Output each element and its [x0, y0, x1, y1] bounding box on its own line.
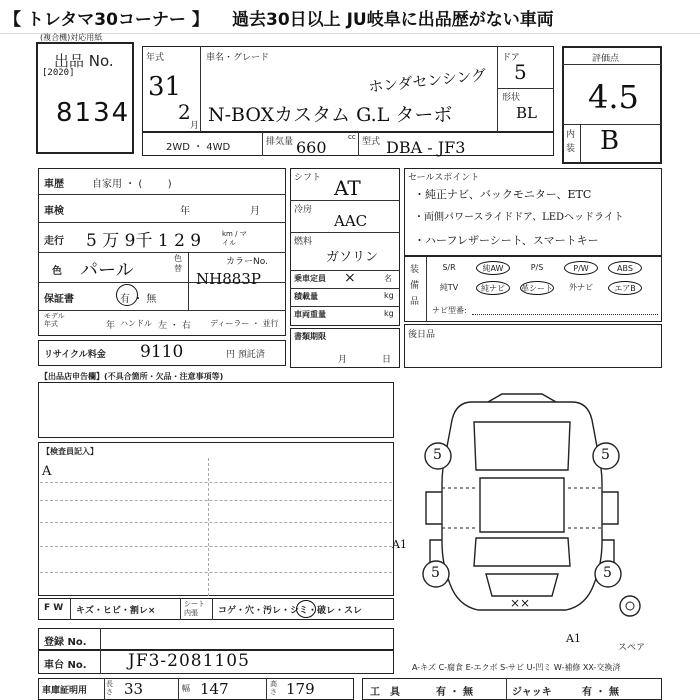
capacity-unit: 名 [384, 274, 392, 283]
tire-value-rear-left: 5 [431, 565, 440, 581]
model-label: 型式 [362, 137, 381, 147]
warranty-label: 保証書 [44, 294, 74, 305]
fw-options: キズ・ヒビ・割レ× [76, 606, 156, 616]
car-damage-diagram [402, 388, 642, 628]
load-unit: kg [384, 291, 394, 300]
selling-point-line-3: ・ハーフレザーシート、スマートキー [414, 234, 599, 247]
month-value: 2 [178, 100, 191, 124]
drive-label: 2WD ・ 4WD [166, 142, 231, 153]
equipment-option: 純AW [476, 261, 510, 275]
weight-label: 車両重量 [294, 310, 326, 319]
later-items-box [404, 324, 662, 368]
width-label: 幅 [182, 684, 190, 693]
shape-value: BL [516, 104, 537, 122]
tire-value-front-right: 5 [601, 447, 610, 463]
form-subnote: (複合機)対応用紙 [40, 33, 103, 42]
lot-box [36, 42, 134, 154]
chassis-value: JF3-2081105 [128, 651, 250, 671]
mark-a1-bottom: A1 [566, 632, 581, 645]
recycle-unit: 円 預託済 [226, 350, 265, 360]
lot-label: 出品 No. [54, 52, 114, 70]
dealer-label: ディーラー ・ 並行 [210, 319, 279, 328]
seat-label: シート内張 [184, 600, 205, 617]
inspector-label: 【検査員記入】 [42, 447, 98, 456]
shift-value: AT [334, 176, 361, 200]
color-code-value: NH883P [196, 270, 261, 288]
seat-options: コゲ・穴・汚レ・シミ・破レ・スレ [218, 606, 363, 616]
model-year-suffix: 年 [106, 321, 116, 331]
model-value: DBA - JF3 [386, 138, 466, 157]
equipment-option: S/R [442, 263, 456, 272]
doors-value: 5 [514, 60, 527, 84]
tools-label: 工 具 [370, 687, 400, 698]
car-name: N-BOXカスタム G.L ターボ [208, 104, 453, 126]
length-label: 長さ [106, 680, 113, 696]
recycle-value: 9110 [140, 342, 184, 362]
year-value: 31 [148, 72, 182, 102]
score-label: 評価点 [592, 54, 620, 64]
capacity-label: 乗車定員 [294, 274, 326, 283]
shape-label: 形状 [502, 93, 521, 103]
mark-xx: ×× [510, 596, 531, 610]
selling-point-line-1: ・純正ナビ、バックモニター、ETC [414, 188, 592, 201]
mark-a1-left: A1 [392, 538, 407, 551]
fw-label: F W [44, 603, 64, 613]
lot-number: 8134 [56, 98, 131, 128]
notes-label: 【出品店申告欄】(不具合箇所・欠品・注意事項等) [40, 372, 224, 381]
score-value: 4.5 [588, 78, 639, 116]
car-body-outline [442, 402, 602, 610]
equipment-option: 外ナビ [569, 283, 593, 292]
warranty-yes-circle [116, 284, 138, 306]
color-code-label: カラーNo. [226, 257, 268, 267]
lot-year: [2020] [42, 68, 75, 78]
aircon-label: 冷房 [294, 205, 313, 215]
inspection-month: 月 [250, 206, 260, 217]
color-change-label: 色替 [174, 254, 182, 273]
recycle-label: リサイクル料金 [44, 350, 106, 360]
equipment-label: 装備品 [410, 265, 420, 307]
spare-tire-icon [620, 596, 640, 616]
jack-options: 有 ・ 無 [582, 687, 619, 698]
displacement-value: 660 [296, 138, 327, 157]
doors-label: ドア [502, 53, 520, 63]
mileage-value: 5 万 9千 1 2 9 [86, 231, 202, 251]
weight-unit: kg [384, 309, 394, 318]
height-value: 179 [286, 680, 315, 698]
papers-label: 書類期限 [294, 332, 326, 341]
height-label: 高さ [270, 680, 277, 696]
inspection-year: 年 [180, 206, 190, 217]
selling-point-line-2: ・両側パワースライドドア、LEDヘッドライト [414, 212, 624, 223]
tire-value-front-left: 5 [433, 447, 442, 463]
jack-label: ジャッキ [512, 687, 552, 698]
mileage-unit: km / マイル [222, 230, 247, 247]
equipment-option: P/W [564, 261, 598, 275]
handle-label: ハンドル [120, 319, 152, 328]
equipment-option: ABS [608, 261, 642, 275]
chassis-label: 車台 No. [44, 660, 87, 671]
history-value: 自家用 ・ ( ) [92, 179, 172, 190]
banner-corner-label: 【 トレタマ30コーナー 】 [4, 10, 209, 30]
inspection-label: 車検 [44, 206, 64, 217]
color-value: パール [80, 260, 134, 281]
cert-label: 車庫証明用 [42, 686, 88, 696]
color-label: 色 [52, 266, 62, 277]
history-label: 車歴 [44, 179, 64, 190]
displacement-label: 排気量 [266, 137, 294, 147]
later-items-label: 後日品 [408, 330, 436, 340]
notes-box [38, 382, 394, 438]
car-name-label: 車名・グレード [206, 53, 270, 63]
equipment-option: 純ナビ [476, 281, 510, 295]
handle-options: 左 ・ 右 [158, 321, 191, 331]
aircon-value: AAC [334, 212, 368, 230]
equipment-option: 純TV [439, 283, 459, 292]
registration-row [38, 628, 394, 650]
seat-stain-circle [296, 600, 316, 618]
year-label: 年式 [146, 53, 165, 63]
width-value: 147 [200, 680, 229, 698]
tire-value-rear-right: 5 [603, 565, 612, 581]
interior-value: B [600, 126, 620, 156]
papers-month: 月 [338, 355, 348, 365]
tools-options: 有 ・ 無 [436, 687, 473, 698]
warranty-options: 有 ・ 無 [120, 294, 157, 305]
fuel-label: 燃料 [294, 237, 313, 247]
banner-description: 過去30日以上 JU岐阜に出品歴がない車両 [232, 10, 554, 30]
papers-day: 日 [382, 355, 392, 365]
mileage-label: 走行 [44, 236, 64, 247]
length-value: 33 [124, 680, 144, 698]
top-banner [0, 0, 700, 34]
inspector-mark: A [42, 464, 52, 479]
spare-label: スペア [618, 643, 646, 653]
model-year-label: モデル年式 [44, 312, 65, 328]
interior-label: 内装 [566, 130, 576, 154]
car-option-note: ホンダセンシング [367, 65, 488, 97]
capacity-value: × [344, 270, 356, 286]
equipment-option: P/S [530, 263, 544, 272]
equipment-option: 革シート [520, 281, 554, 295]
equipment-option: エアB [608, 281, 642, 295]
navi-label: ナビ型番: [432, 306, 467, 315]
damage-legend: A-キズ C-腐食 E-エクボ S-サビ U-凹ミ W-補修 XX-交換済 [412, 663, 621, 672]
fuel-value: ガソリン [326, 250, 379, 265]
selling-points-label: セールスポイント [408, 173, 480, 183]
load-label: 積載量 [294, 292, 318, 301]
registration-label: 登録 No. [44, 637, 87, 648]
shift-label: シフト [294, 173, 322, 183]
displacement-unit: cc [348, 133, 356, 141]
month-suffix: 月 [190, 121, 200, 131]
